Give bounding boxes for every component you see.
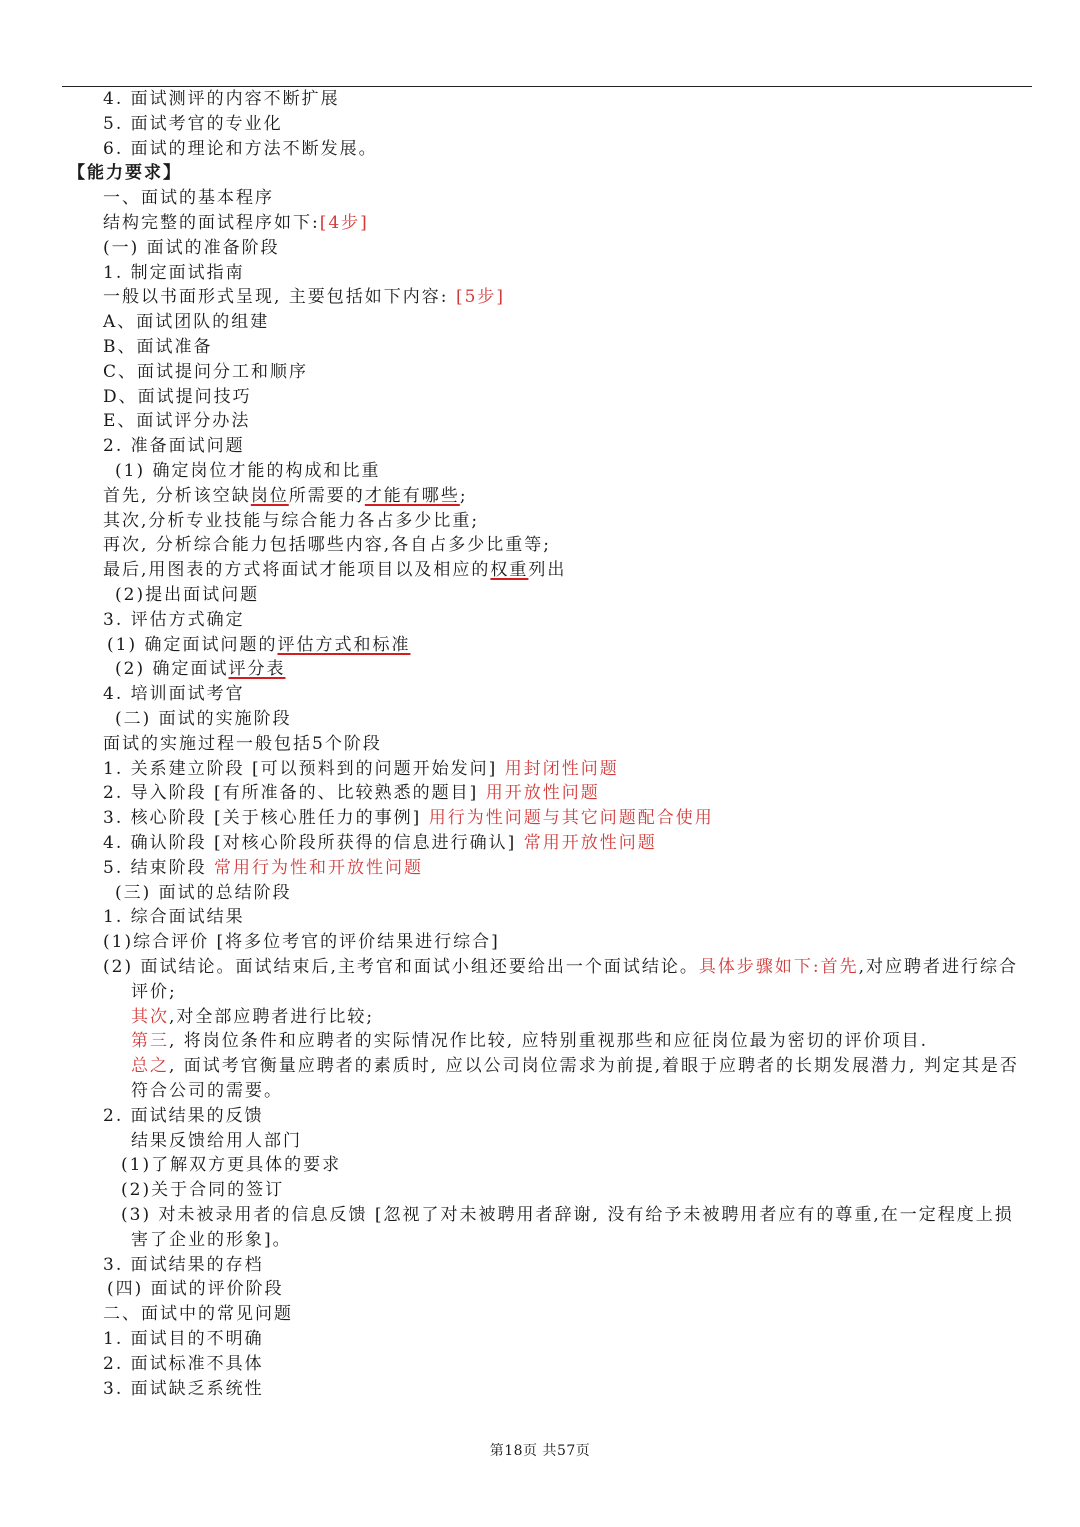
- line-text: 1. 关系建立阶段 [可以预料到的问题开始发问]: [103, 758, 505, 779]
- highlight-text: 其次: [131, 1006, 169, 1027]
- line-text: C、面试提问分工和顺序: [103, 361, 309, 382]
- highlight-text: 总之: [131, 1056, 169, 1077]
- text-line: [131, 1054, 1019, 1079]
- text-line: [68, 161, 182, 186]
- line-text: 3. 面试结果的存档: [103, 1254, 264, 1275]
- line-text: 结构完整的面试程序如下:: [103, 213, 320, 233]
- text-line: [103, 831, 657, 856]
- highlight-text: 第三: [131, 1031, 169, 1052]
- line-text: (1)了解双方更具体的要求: [121, 1155, 342, 1176]
- line-text: 一般以书面形式呈现, 主要包括如下内容:: [103, 287, 456, 308]
- line-text: 符合公司的需要。: [131, 1081, 283, 1101]
- line-text: B、面试准备: [103, 337, 213, 357]
- text-line: [103, 955, 1018, 980]
- text-line: [103, 1302, 293, 1327]
- line-text: 3. 面试缺乏系统性: [103, 1378, 264, 1399]
- text-line: [103, 682, 245, 707]
- text-line: [103, 434, 245, 459]
- text-line: [103, 409, 250, 434]
- underlined-text: 岗位: [250, 485, 289, 506]
- line-text: (1) 确定岗位才能的构成和比重: [115, 461, 381, 481]
- text-line: [103, 385, 252, 410]
- highlight-text: 常用行为性和开放性问题: [214, 857, 424, 878]
- line-text: 4. 培训面试考官: [103, 684, 245, 705]
- text-line: [121, 1178, 284, 1203]
- line-text: (一) 面试的准备阶段: [103, 237, 280, 258]
- line-text: 4. 确认阶段 [对核心阶段所获得的信息进行确认]: [103, 833, 524, 853]
- text-line: [103, 757, 619, 782]
- text-line: [121, 1203, 1014, 1228]
- text-line: [103, 558, 566, 583]
- line-text: D、面试提问技巧: [103, 386, 252, 407]
- underlined-text: 评估方式和标准: [277, 634, 411, 655]
- page-footer: 第18页 共57页: [489, 1443, 591, 1459]
- line-text: 首先, 分析该空缺: [103, 485, 251, 506]
- line-text: , 面试考官衡量应聘者的素质时, 应以公司岗位需求为前提,着眼于应聘者的长期发展潜力, 判定其是否: [169, 1056, 1019, 1077]
- line-text: 最后,用图表的方式将面试才能项目以及相应的: [103, 560, 491, 581]
- line-text: (1)综合评价 [将多位考官的评价结果进行综合]: [103, 932, 500, 953]
- text-line: [103, 781, 600, 806]
- line-text: 1. 面试目的不明确: [103, 1329, 264, 1349]
- text-line: [103, 360, 308, 385]
- line-text: (3) 对未被录用者的信息反馈 [忽视了对未被聘用者辞谢, 没有给予未被聘用者应有的尊重,在一定程度上损: [121, 1205, 1014, 1225]
- line-text: ,对全部应聘者进行比较;: [169, 1006, 375, 1027]
- highlight-text: 具体步骤如下:首先: [698, 957, 859, 977]
- line-text: (2) 面试结论。面试结束后,主考官和面试小组还要给出一个面试结论。: [103, 957, 699, 977]
- text-line: [131, 1029, 928, 1054]
- line-text: 3. 评估方式确定: [103, 609, 245, 630]
- line-text: 2. 导入阶段 [有所准备的、比较熟悉的题目]: [103, 783, 486, 804]
- text-line: [103, 310, 269, 335]
- line-text: 再次, 分析综合能力包括哪些内容,各自占多少比重等;: [103, 535, 551, 556]
- text-line: [103, 1104, 264, 1129]
- highlight-text: 用封闭性问题: [504, 758, 619, 779]
- text-line: [107, 1277, 284, 1302]
- line-text: 1. 制定面试指南: [103, 262, 245, 283]
- line-text: 3. 核心阶段 [关于核心胜任力的事例]: [103, 808, 429, 829]
- text-line: [131, 1005, 374, 1030]
- line-text: 2. 面试结果的反馈: [103, 1105, 264, 1126]
- line-text: (2)提出面试问题: [115, 585, 260, 605]
- text-line: [103, 905, 245, 930]
- line-text: (2)关于合同的签订: [121, 1180, 285, 1201]
- text-line: [103, 533, 551, 558]
- text-line: [103, 112, 283, 137]
- line-text: , 将岗位条件和应聘者的实际情况作比较, 应特别重视那些和应征岗位最为密切的评价项目.: [169, 1031, 929, 1052]
- line-text: 5. 结束阶段: [103, 857, 215, 878]
- line-text: (四) 面试的评价阶段: [107, 1279, 284, 1300]
- text-line: [103, 186, 274, 211]
- line-text: E、面试评分办法: [103, 411, 251, 432]
- highlight-text: [4步]: [319, 213, 369, 233]
- line-text: 2. 准备面试问题: [103, 436, 245, 457]
- text-line: [103, 930, 500, 955]
- line-text: (二) 面试的实施阶段: [115, 709, 292, 729]
- line-text: ;: [459, 485, 468, 506]
- text-line: [115, 459, 380, 484]
- line-text: 二、面试中的常见问题: [103, 1304, 293, 1325]
- text-line: [131, 1129, 302, 1154]
- text-line: [103, 137, 378, 162]
- text-line: [115, 881, 292, 906]
- text-line: [115, 583, 259, 608]
- line-text: 1. 综合面试结果: [103, 907, 245, 928]
- line-text: 其次,分析专业技能与综合能力各占多少比重;: [103, 510, 480, 531]
- text-line: [103, 806, 714, 831]
- text-line: [115, 657, 285, 682]
- highlight-text: 用开放性问题: [485, 783, 600, 804]
- line-text: 结果反馈给用人部门: [131, 1130, 302, 1151]
- underlined-text: 评分表: [228, 659, 286, 680]
- line-text: 6. 面试的理论和方法不断发展。: [103, 138, 378, 159]
- text-line: [103, 87, 340, 112]
- text-line: [103, 608, 245, 633]
- text-line: [103, 236, 280, 261]
- text-line: [115, 707, 292, 732]
- line-text: 5. 面试考官的专业化: [103, 113, 283, 134]
- section-heading: 【能力要求】: [68, 163, 182, 184]
- text-line: [103, 261, 245, 286]
- text-line: [103, 509, 479, 534]
- line-text: 所需要的: [288, 485, 365, 506]
- text-line: [121, 1153, 341, 1178]
- line-text: 害了企业的形象]。: [131, 1229, 292, 1250]
- line-text: 2. 面试标准不具体: [103, 1353, 264, 1374]
- highlight-text: [5步]: [455, 287, 506, 308]
- line-text: (1) 确定面试问题的: [107, 634, 278, 655]
- text-line: [131, 1228, 292, 1253]
- text-line: [103, 211, 369, 236]
- line-text: 列出: [528, 560, 567, 581]
- underlined-text: 才能有哪些: [364, 485, 460, 506]
- line-text: (三) 面试的总结阶段: [115, 882, 292, 903]
- text-line: [103, 1253, 264, 1278]
- text-line: [107, 633, 410, 658]
- text-line: [103, 856, 423, 881]
- text-line: [103, 1352, 264, 1377]
- text-line: [103, 484, 468, 509]
- text-line: [131, 1079, 283, 1104]
- line-text: ,对应聘者进行综合: [858, 957, 1019, 977]
- highlight-text: 常用开放性问题: [523, 833, 657, 853]
- text-line: [131, 980, 177, 1005]
- highlight-text: 用行为性问题与其它问题配合使用: [428, 808, 714, 829]
- text-line: [103, 1377, 264, 1402]
- line-text: 4. 面试测评的内容不断扩展: [103, 89, 340, 109]
- underlined-text: 权重: [490, 560, 529, 581]
- line-text: 面试的实施过程一般包括5个阶段: [103, 733, 382, 754]
- text-line: [103, 285, 505, 310]
- line-text: 一、面试的基本程序: [103, 188, 274, 209]
- line-text: 评价;: [131, 981, 177, 1002]
- line-text: (2) 确定面试: [115, 659, 229, 680]
- text-line: [103, 335, 213, 360]
- text-line: [103, 1327, 264, 1352]
- text-line: [103, 732, 382, 757]
- line-text: A、面试团队的组建: [103, 312, 270, 333]
